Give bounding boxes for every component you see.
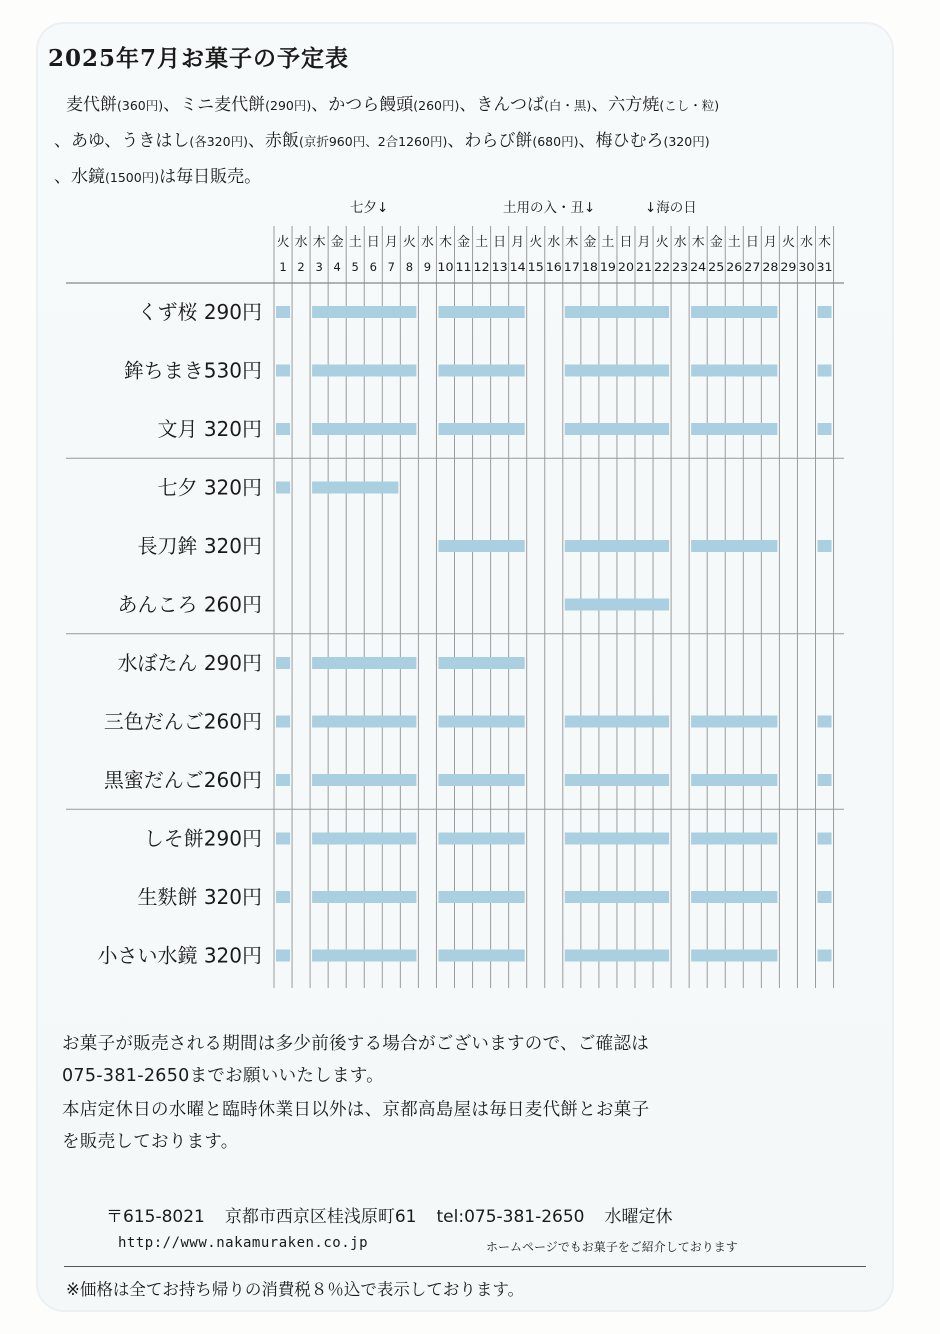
availability-bar [565,774,669,786]
item-name: 黒蜜だんご260円 [103,768,262,792]
intro-text-part: 、ミニ麦代餅 [163,95,266,115]
day-number: 15 [527,260,544,274]
day-weekday: 日 [493,235,507,250]
day-number: 20 [617,260,634,274]
availability-bar [438,657,524,669]
intro-text-part: (各320円) [189,134,248,149]
day-weekday: 火 [781,235,795,250]
day-weekday: 火 [655,235,669,250]
availability-bar [565,833,669,845]
availability-bar [312,891,416,903]
day-weekday: 火 [402,235,416,250]
item-name: 七夕 320円 [157,475,262,500]
availability-bar [438,716,524,728]
day-weekday: 金 [709,235,723,250]
availability-bar [818,423,832,435]
availability-bar [438,423,524,435]
day-weekday: 月 [384,235,398,250]
day-number: 6 [369,260,377,274]
intro-text-part: 、かつら饅頭 [311,95,414,115]
day-weekday: 日 [366,235,380,250]
availability-bar [818,833,832,845]
intro-text-part: (白・黒) [544,98,592,113]
availability-bar [818,891,832,903]
availability-bar [691,540,777,552]
day-weekday: 金 [330,235,344,250]
day-number: 25 [708,260,725,274]
intro-text-part: (こし・粒) [659,98,720,113]
day-weekday: 金 [583,235,597,250]
availability-bar [276,950,290,962]
availability-bar [691,306,777,318]
availability-bar [691,423,777,435]
availability-bar [818,716,832,728]
availability-bar [565,599,669,611]
item-name: 長刀鉾 320円 [137,534,262,558]
day-weekday: 金 [457,235,471,250]
footer-divider [64,1266,866,1267]
day-number: 9 [423,260,432,274]
availability-bar [276,774,290,786]
annotation-tanabata: 七夕↓ [350,200,389,216]
availability-bar [276,423,290,435]
day-number: 13 [491,260,508,274]
intro-text-part: 、きんつば [459,95,545,115]
availability-bar [818,950,832,962]
availability-bar [691,891,777,903]
note-line-2: 075-381-2650までお願いいたします。 [62,1066,384,1086]
availability-bar [438,306,524,318]
item-name: くず桜 290円 [137,300,262,324]
day-number: 27 [744,260,761,274]
availability-bar [312,833,416,845]
day-weekday: 月 [511,235,525,250]
day-weekday: 水 [799,235,813,250]
day-weekday: 木 [565,235,579,250]
availability-bar [565,950,669,962]
day-number: 22 [654,260,671,274]
availability-bar [818,306,832,318]
intro-text-part: 、あゆ、うきはし [54,131,190,151]
availability-bar [691,774,777,786]
availability-bar [312,423,416,435]
availability-bar [312,774,416,786]
item-name: 三色だんご260円 [103,709,262,734]
day-number: 17 [563,260,580,274]
day-weekday: 水 [673,235,687,250]
day-number: 7 [387,260,395,274]
day-weekday: 木 [691,235,705,250]
day-number: 29 [780,260,797,274]
day-weekday: 水 [547,235,561,250]
annotation-umi-no-hi: ↓海の日 [645,200,697,216]
phone-number: tel:075-381-2650 [436,1207,585,1227]
availability-bar [438,540,524,552]
day-weekday: 水 [294,235,308,250]
day-weekday: 火 [529,235,543,250]
intro-text-part: (京折960円、2合1260円) [298,134,448,149]
intro-text-part: は毎日販売。 [159,167,262,187]
day-weekday: 日 [745,235,759,250]
intro-text-part: (320円) [663,134,710,149]
day-number: 16 [545,260,562,274]
availability-bar [276,365,290,377]
website-url[interactable]: http://www.nakamuraken.co.jp [118,1235,369,1251]
closed-day: 水曜定休 [604,1207,673,1227]
intro-text-part: 、わらび餅 [447,131,533,151]
availability-bar [312,482,398,494]
day-number: 8 [405,260,414,274]
tax-note: ※価格は全てお持ち帰りの消費税８％込で表示しております。 [66,1280,525,1299]
day-weekday: 土 [475,235,489,250]
item-name: 水ぼたん 290円 [117,651,262,675]
day-weekday: 木 [438,235,452,250]
street-address: 京都市西京区桂浅原町61 [224,1207,417,1227]
day-number: 4 [333,260,341,274]
availability-bar [565,306,669,318]
intro-text-part: 麦代餅 [66,95,117,115]
item-name: 生麩餅 320円 [137,885,262,909]
availability-bar [276,891,290,903]
availability-bar [312,657,416,669]
day-weekday: 日 [619,235,633,250]
day-weekday: 土 [348,235,362,250]
intro-text-part: (290円) [265,98,312,113]
availability-bar [565,891,669,903]
note-line-1: お菓子が販売される期間は多少前後する場合がございますので、ご確認は [62,1034,650,1054]
postal-code: 〒615-8021 [106,1207,205,1227]
note-line-4: を販売しております。 [62,1132,239,1152]
day-number: 26 [726,260,743,274]
day-number: 5 [351,260,359,274]
availability-bar [565,716,669,728]
intro-text-part: (360円) [117,98,164,113]
day-weekday: 土 [727,235,741,250]
day-number: 31 [816,260,833,274]
availability-bar [438,891,524,903]
availability-bar [818,365,832,377]
availability-bar [438,833,524,845]
note-line-3: 本店定休日の水曜と臨時休業日以外は、京都高島屋は毎日麦代餅とお菓子 [62,1100,650,1120]
availability-bar [438,950,524,962]
availability-bar [818,774,832,786]
availability-bar [312,365,416,377]
shop-address [106,1202,693,1227]
availability-bar [565,423,669,435]
intro-text-part: (1500円) [105,170,160,185]
availability-bar [438,365,524,377]
availability-bar [312,950,416,962]
day-weekday: 火 [276,235,290,250]
annotation-doyo: 土用の入・丑↓ [503,200,596,216]
intro-text-part: 、梅ひむろ [578,131,664,151]
day-weekday: 月 [637,235,651,250]
availability-bar [691,833,777,845]
day-number: 18 [581,260,598,274]
item-name: 鉾ちまき530円 [123,358,262,383]
item-name: 文月 320円 [157,417,262,441]
availability-bar [276,833,290,845]
day-weekday: 月 [763,235,777,250]
day-number: 14 [509,260,526,274]
day-number: 2 [297,260,305,274]
day-number: 19 [599,260,616,274]
intro-text-part: (680円) [532,134,579,149]
availability-bar [691,716,777,728]
day-weekday: 水 [420,235,434,250]
availability-bar [565,365,669,377]
availability-bar [312,716,416,728]
day-number: 24 [690,260,707,274]
day-number: 30 [798,260,815,274]
availability-bar [276,482,290,494]
item-name: しそ餅290円 [143,826,262,851]
availability-bar [276,716,290,728]
availability-bar [312,306,416,318]
day-number: 10 [437,260,454,274]
intro-text-part: 、六方焼 [591,95,660,115]
intro-text-part: (260円) [413,98,460,113]
availability-bar [276,657,290,669]
availability-bar [276,306,290,318]
availability-bar [818,540,832,552]
availability-bar [438,774,524,786]
day-number: 1 [279,260,287,274]
intro-text-part: 、水鏡 [54,167,105,187]
item-name: 小さい水鏡 320円 [97,943,262,968]
day-weekday: 木 [312,235,326,250]
day-number: 12 [473,260,490,274]
availability-bar [565,540,669,552]
day-number: 11 [455,260,472,274]
day-number: 3 [315,260,323,274]
day-number: 23 [672,260,689,274]
day-number: 21 [636,260,653,274]
availability-bar [691,365,777,377]
day-headers [277,234,833,274]
page-title: 2025年7月お菓子の予定表 [48,45,350,72]
day-number: 28 [762,260,779,274]
item-name: あんころ 260円 [117,592,262,617]
day-weekday: 土 [601,235,615,250]
availability-bar [691,950,777,962]
intro-text-part: 、赤飯 [247,131,299,151]
website-note: ホームページでもお菓子をご紹介しております [486,1240,738,1254]
day-weekday: 木 [818,235,832,250]
